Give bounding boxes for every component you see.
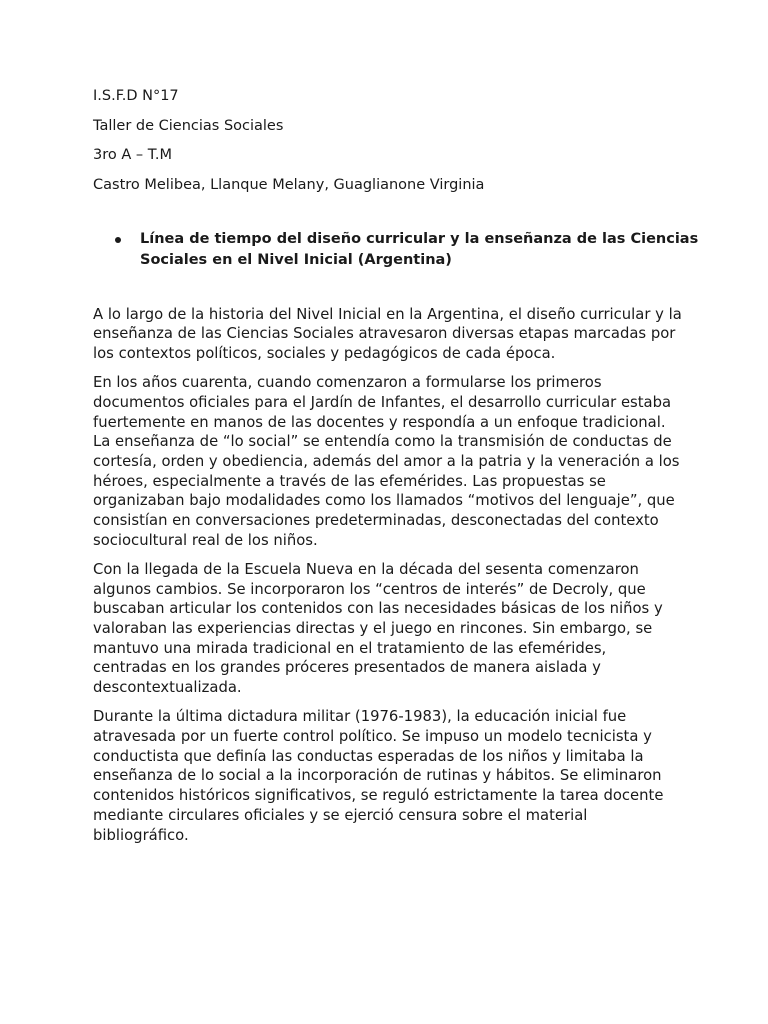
- bullet-dot-icon: [115, 237, 121, 243]
- body-paragraph-forties: En los años cuarenta, cuando comenzaron a formularse los primeros documentos oficiales para el Jardín de Infantes, el desarrollo curricular estaba fuertemente en manos de las docentes y respondía a un enfoque tradicional. La enseñanza de “lo social” se entendía como la transmisión de conductas de cortesía, orden y obediencia, además del amor a la patria y la veneración a los héroes, especialmente a través de las efemérides. Las propuestas se organizaban bajo modalidades como los llamados “motivos del lenguaje”, que consistían en conversaciones predeterminadas, desconectadas del contexto sociocultural real de los niños.: [93, 374, 680, 549]
- class-group: 3ro A – T.M: [93, 147, 172, 163]
- course-name: Taller de Ciencias Sociales: [93, 117, 284, 134]
- body-paragraph-intro: A lo largo de la historia del Nivel Inicial en la Argentina, el diseño curricular y la enseñanza de las Ciencias Sociales atravesaron diversas etapas marcadas por los contextos políticos, sociales y pedagógicos de cada época.: [93, 305, 682, 362]
- document-title: Línea de tiempo del diseño curricular y la enseñanza de las Ciencias Sociales en el Nivel Inicial (Argentina): [140, 230, 699, 268]
- body-paragraph-sixties: Con la llegada de la Escuela Nueva en la década del sesenta comenzaron algunos cambios. Se incorporaron los “centros de interés” de Decroly, que buscaban articular los contenidos con las necesidades básicas de los niños y valoraban las experiencias directas y el juego en rincones. Sin embargo, se mantuvo una mirada tradicional en el tratamiento de las efemérides, centradas en los grandes próceres presentados de manera aislada y descontextualizada.: [93, 560, 663, 697]
- document-page: [93, 86, 699, 855]
- body-paragraph-dictatorship: Durante la última dictadura militar (1976-1983), la educación inicial fue atravesada por un fuerte control político. Se impuso un modelo tecnicista y conductista que definía las conductas esperadas de los niños y limitaba la enseñanza de lo social a la incorporación de rutinas y hábitos. Se eliminaron contenidos históricos significativos, se reguló estrictamente la tarea docente mediante circulares oficiales y se ejerció censura sobre el material bibliográfico.: [93, 708, 664, 844]
- bullet-list-item: [93, 229, 700, 271]
- authors-line: Castro Melibea, Llanque Melany, Guaglianone Virginia: [93, 176, 485, 193]
- institution-name: I.S.F.D N°17: [93, 88, 179, 104]
